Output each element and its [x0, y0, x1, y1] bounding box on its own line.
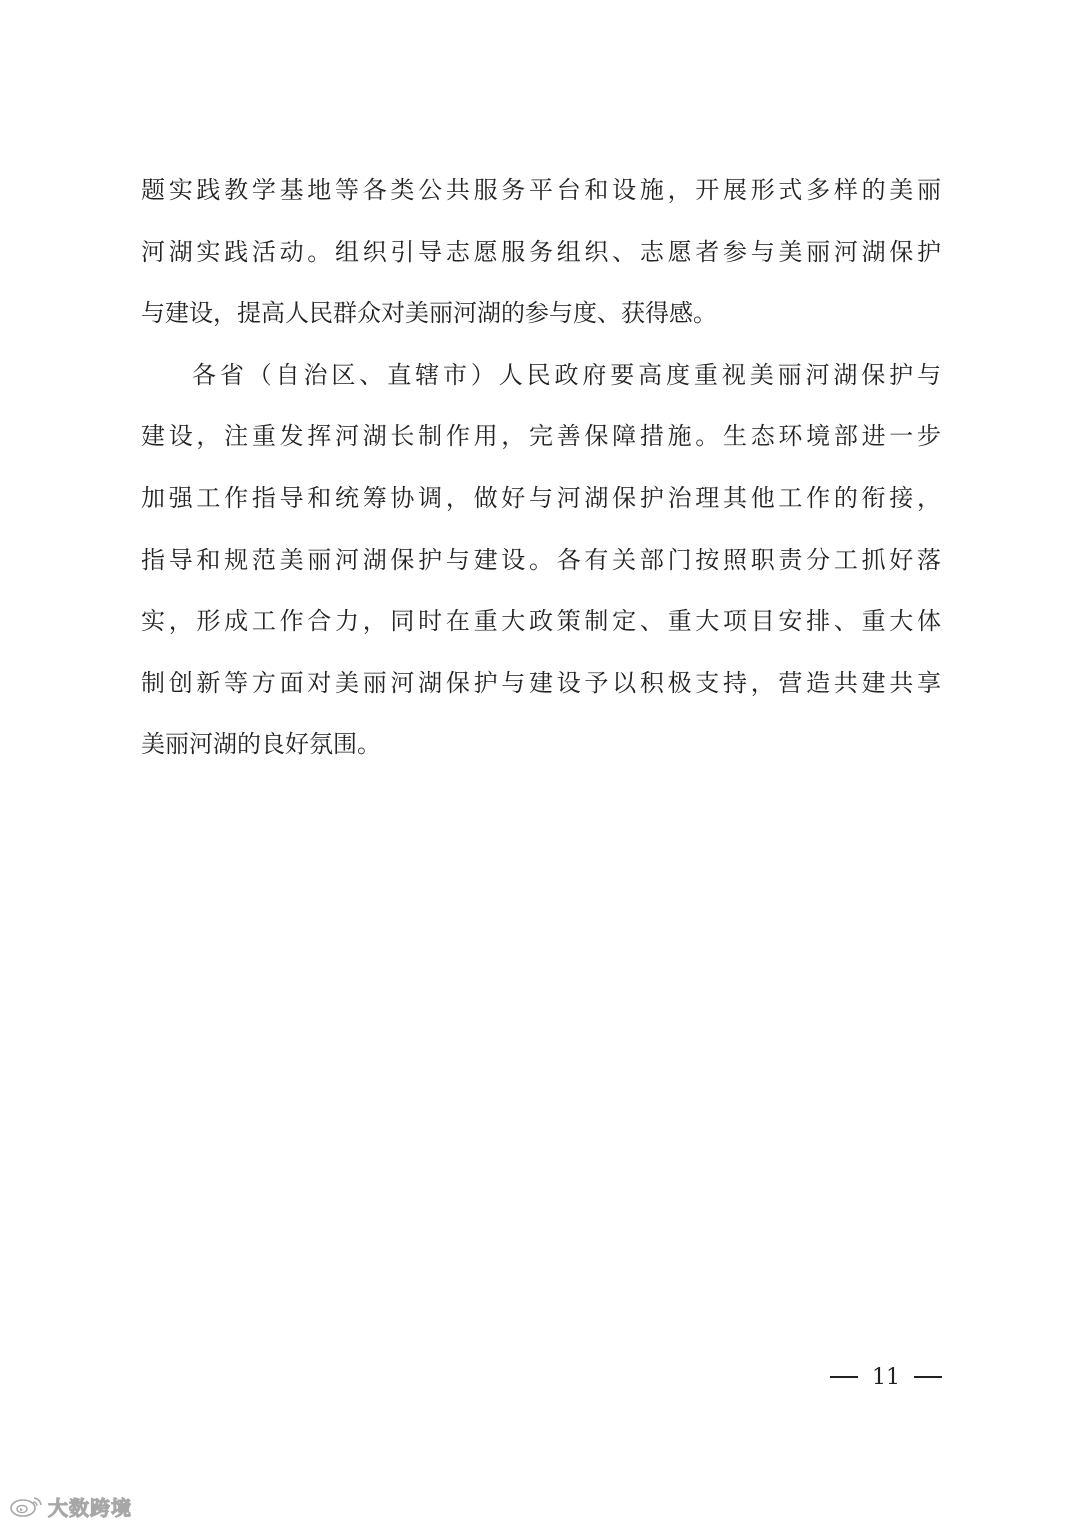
watermark: [8, 1490, 132, 1522]
watermark-text: 大数跨境: [48, 1495, 132, 1520]
text-line: 制创新等方面对美丽河湖保护与建设予以积极支持，营造共建共享: [141, 668, 941, 697]
text-line: 河湖实践活动。组织引导志愿服务组织、志愿者参与美丽河湖保护: [141, 237, 941, 266]
text-line: 美丽河湖的良好氛围。: [141, 730, 381, 759]
text-line: 与建设，提高人民群众对美丽河湖的参与度、获得感。: [141, 299, 717, 328]
page-number-left-dash: [830, 1376, 858, 1378]
page-number: [830, 1360, 942, 1394]
page-number-right-dash: [914, 1376, 942, 1378]
text-line: 实，形成工作合力，同时在重大政策制定、重大项目安排、重大体: [141, 607, 941, 636]
page-number-value: 11: [872, 1364, 900, 1390]
text-line: 建设，注重发挥河湖长制作用，完善保障措施。生态环境部进一步: [141, 422, 941, 451]
paragraph-2: [141, 345, 941, 776]
body-text: [141, 160, 941, 776]
text-line: 加强工作指导和统筹协调，做好与河湖保护治理其他工作的衔接，: [141, 483, 941, 512]
text-line: 指导和规范美丽河湖保护与建设。各有关部门按照职责分工抓好落: [141, 545, 941, 574]
text-line: 题实践教学基地等各类公共服务平台和设施，开展形式多样的美丽: [141, 176, 941, 204]
paragraph-1: [141, 160, 941, 345]
text-line: 各省（自治区、直辖市）人民政府要高度重视美丽河湖保护与: [192, 360, 941, 389]
weibo-icon: [8, 1494, 44, 1518]
